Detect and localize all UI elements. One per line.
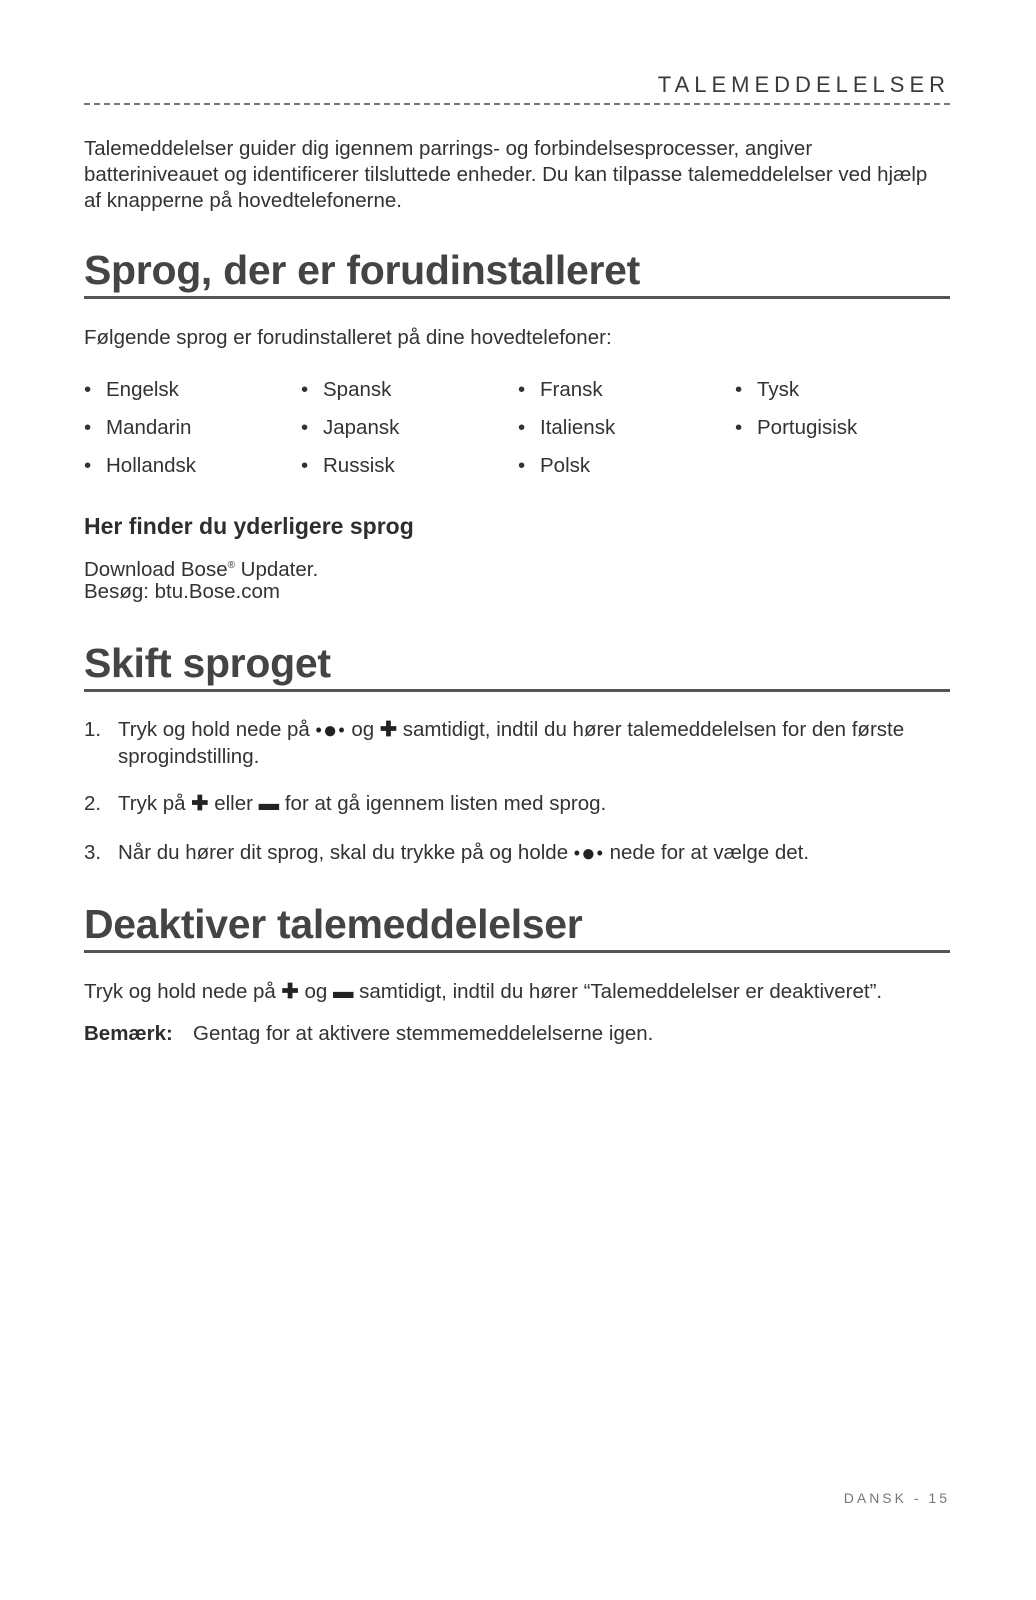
list-item: • Portugisisk	[735, 416, 858, 439]
plus-button-icon: ✚	[191, 792, 209, 815]
bullet-icon: •	[84, 378, 92, 401]
minus-button-icon: ▬	[332, 980, 354, 1003]
section-heading-disable-prompts: Deaktiver talemeddelelser	[84, 900, 950, 953]
header-divider	[84, 103, 950, 105]
list-item: • Spansk	[301, 378, 392, 401]
bullet-icon: •	[518, 416, 526, 439]
list-item: • Polsk	[518, 454, 591, 477]
plus-button-icon: ✚	[281, 980, 299, 1003]
list-item: 3. Når du hører dit sprog, skal du trykke på og holde •●• nede for at vælge det.	[84, 840, 810, 867]
intro-paragraph: Talemeddelelser guider dig igennem parrings- og forbindelsesprocesser, angiver batteriniveauet og identificerer tilsluttede enheder. Du kan tilpasse talemeddelelser ved hjælp af knapperne på hovedtelefonerne.	[84, 137, 928, 212]
language-list	[84, 377, 950, 479]
bullet-icon: •	[735, 378, 743, 401]
list-item: • Hollandsk	[84, 454, 197, 477]
note-label: Bemærk:	[84, 1022, 173, 1045]
languages-lead: Følgende sprog er forudinstalleret på dine hovedtelefoner:	[84, 326, 612, 349]
bullet-icon: •	[301, 454, 309, 477]
subheading-more-languages: Her finder du yderligere sprog	[84, 513, 414, 539]
bullet-icon: •	[84, 454, 92, 477]
section-heading-preinstalled: Sprog, der er forudinstalleret	[84, 246, 950, 299]
note-text: Gentag for at aktivere stemmemeddelelserne igen.	[193, 1022, 654, 1045]
bullet-icon: •	[735, 416, 743, 439]
list-item: • Engelsk	[84, 378, 179, 401]
list-item: • Tysk	[735, 378, 800, 401]
bullet-icon: •	[84, 416, 92, 439]
plus-button-icon: ✚	[379, 718, 398, 741]
bullet-icon: •	[301, 378, 309, 401]
list-item: 2. Tryk på ✚ eller ▬ for at gå igennem listen med sprog.	[84, 792, 607, 815]
list-item: • Italiensk	[518, 416, 616, 439]
list-item: • Fransk	[518, 378, 603, 401]
visit-link-line[interactable]: Besøg: btu.Bose.com	[84, 580, 280, 603]
section-heading-change-language: Skift sproget	[84, 639, 950, 692]
list-item: • Japansk	[301, 416, 400, 439]
running-head: TALEMEDDELELSER	[657, 72, 950, 97]
note	[84, 1021, 653, 1047]
page-footer: DANSK - 15	[843, 1490, 950, 1506]
list-item: • Russisk	[301, 454, 395, 477]
list-item: • Mandarin	[84, 416, 192, 439]
multifunction-button-icon: •●•	[315, 717, 346, 744]
multifunction-button-icon: •●•	[573, 840, 604, 867]
minus-button-icon: ▬	[258, 792, 280, 815]
bullet-icon: •	[518, 378, 526, 401]
download-line: Download Bose® Updater.	[84, 557, 319, 581]
bullet-icon: •	[301, 416, 309, 439]
list-item: 1. Tryk og hold nede på •●• og ✚ samtidigt, indtil du hører talemeddelelsen for den første sprogindstilling.	[84, 717, 905, 768]
bullet-icon: •	[518, 454, 526, 477]
disable-instructions: Tryk og hold nede på ✚ og ▬ samtidigt, indtil du hører “Talemeddelelser er deaktiveret”.	[84, 980, 883, 1003]
